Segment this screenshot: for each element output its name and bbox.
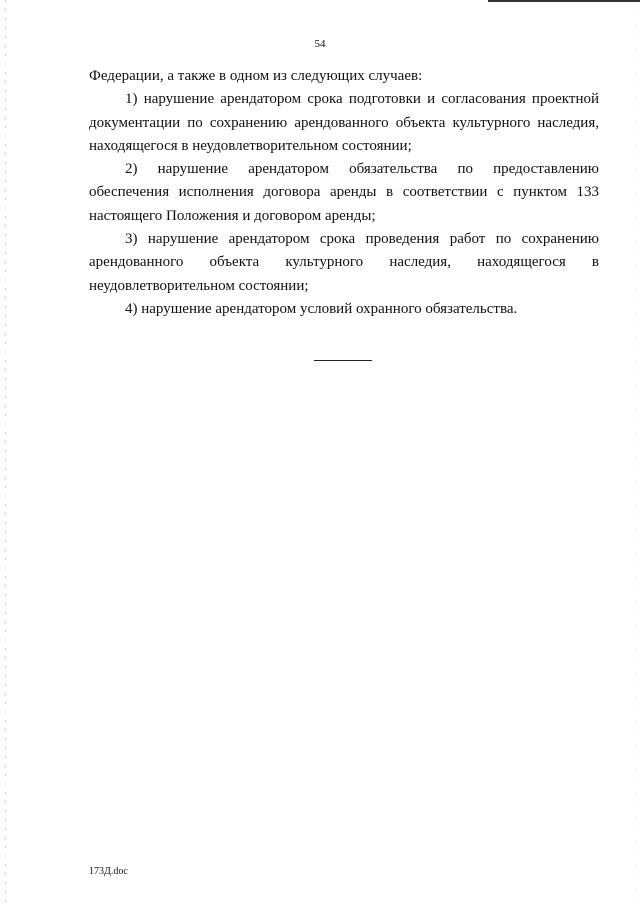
list-item-2: 2) нарушение арендатором обязательства по предоставлению обеспечения исполнения договора аренды в соответствии с пунктом 133 настоящего Положения и договором аренды; [89, 161, 599, 224]
footer-filename: 173Д.doc [89, 866, 128, 877]
scan-right-edge [635, 0, 636, 905]
list-item-3: 3) нарушение арендатором срока проведения работ по сохранению арендованного объекта культурного наследия, находящегося в неудовлетворительном состоянии; [89, 231, 599, 294]
paragraph-intro: Федерации, а также в одном из следующих случаев: [89, 68, 423, 84]
page-number: 54 [314, 38, 326, 50]
document-body [89, 65, 599, 321]
scan-left-edge [5, 0, 6, 905]
scan-edge-mark [488, 0, 640, 2]
list-item-4: 4) нарушение арендатором условий охранного обязательства. [125, 300, 518, 317]
list-item-1: 1) нарушение арендатором срока подготовки и согласования проектной документации по сохранению арендованного объекта культурного наследия, находящегося в неудовлетворительном состоянии; [89, 91, 599, 154]
end-of-text-rule [314, 360, 372, 361]
